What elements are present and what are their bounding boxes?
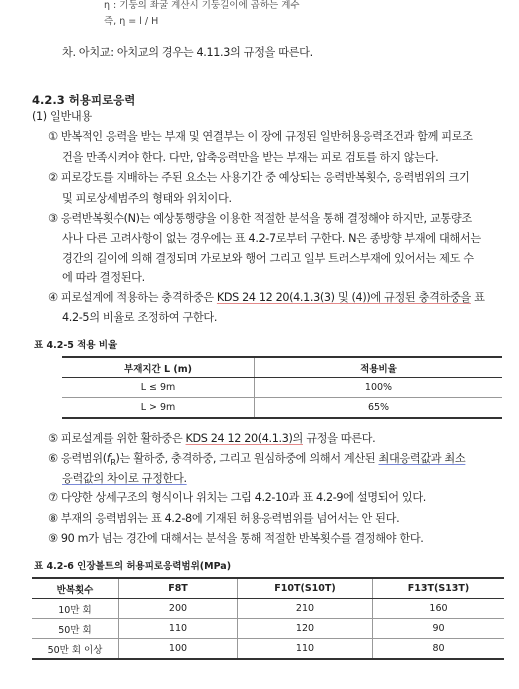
paragraph-1-line-2: 건을 만족시켜야 한다. 다만, 압축응력만을 받는 부재는 피로 검토를 하지 않는다.: [62, 151, 439, 164]
table-2-header-f13t: F13T(S13T): [373, 578, 505, 599]
paragraph-3-line-2: 사나 다른 고려사항이 없는 경우에는 표 4.2-7로부터 구한다. N은 종방향 부재에 대해서는: [62, 232, 481, 245]
stress-difference-term: 응력값의 차이로 규정한다.: [62, 472, 187, 485]
paragraph-4-line-2: 4.2-5의 비율로 조정하여 구한다.: [62, 311, 218, 324]
table-2-caption: 표 4.2-6 인장볼트의 허용피로응력범위(MPa): [34, 561, 232, 572]
table-1-header-ratio: 적용비율: [255, 357, 503, 378]
table-cell: L > 9m: [62, 398, 255, 419]
application-ratio-table: [62, 356, 502, 419]
paragraph-8: ⑧ 부재의 응력범위는 표 4.2-8에 기재된 허용응력범위를 넘어서는 안 된다.: [48, 512, 400, 525]
table-row: [62, 378, 502, 398]
table-cell: 10만 회: [32, 599, 119, 619]
table-2-header-cycles: 반복횟수: [32, 578, 119, 599]
table-cell: 110: [238, 639, 373, 660]
table-cell: 50만 회: [32, 619, 119, 639]
table-2-header-f10t: F10T(S10T): [238, 578, 373, 599]
table-row: [32, 619, 504, 639]
paragraph-6-line-2: [62, 469, 187, 488]
table-cell: 50만 회 이상: [32, 639, 119, 660]
paragraph-5: [48, 429, 375, 448]
paragraph-3-line-4: 에 따라 결정된다.: [62, 271, 145, 284]
item-arch-bridge: 차. 아치교: 아치교의 경우는 4.11.3의 규정을 따른다.: [62, 46, 313, 59]
table-cell: 210: [238, 599, 373, 619]
paragraph-9: ⑨ 90 m가 넘는 경간에 대해서는 분석을 통해 적절한 반복횟수를 결정해야 한다.: [48, 532, 424, 545]
paragraph-3-line-1: ③ 응력반복횟수(N)는 예상통행량을 이용한 적절한 분석을 통해 결정해야 하지만, 교통량조: [48, 212, 472, 225]
subsection-heading: (1) 일반내용: [32, 110, 92, 123]
paragraph-3-line-3: 경간의 길이에 의해 결정되며 가로보와 행어 그리고 일부 트러스부재에 있어서는 제도 수: [62, 252, 474, 265]
paragraph-4-line-1: [48, 288, 485, 307]
stress-range-subscript: R: [110, 458, 116, 468]
table-row: [32, 639, 504, 660]
table-cell: 65%: [255, 398, 503, 419]
table-row: [32, 599, 504, 619]
definition-eta-formula: 즉, η = l / H: [104, 16, 159, 27]
table-cell: 80: [373, 639, 505, 660]
table-cell: 160: [373, 599, 505, 619]
max-min-stress-term: 최대응력값과 최소: [378, 452, 466, 465]
paragraph-6-middle: )는 활하중, 충격하중, 그리고 원심하중에 의해서 계산된: [115, 452, 379, 465]
paragraph-4-prefix: ④ 피로설계에 적용하는 충격하중은: [48, 291, 217, 304]
paragraph-1-line-1: ① 반복적인 응력을 받는 부재 및 연결부는 이 장에 규정된 일반허용응력조건과 함께 피로조: [48, 130, 473, 143]
paragraph-6-prefix: ⑥ 응력범위(: [48, 452, 107, 465]
table-cell: L ≤ 9m: [62, 378, 255, 398]
table-cell: 100%: [255, 378, 503, 398]
kds-reference-impact-load: KDS 24 12 20(4.1.3(3) 및 (4))에 규정된 충격하중을: [216, 291, 471, 304]
table-cell: 120: [238, 619, 373, 639]
paragraph-2-line-1: ② 피로강도를 지배하는 주된 요소는 사용기간 중 예상되는 응력반복횟수, 응력범위의 크기: [48, 171, 470, 184]
bolt-fatigue-stress-table: [32, 577, 504, 660]
table-1-header-span: 부재지간 L (m): [62, 357, 255, 378]
table-2-header-f8t: F8T: [119, 578, 238, 599]
table-1-caption: 표 4.2-5 적용 비율: [34, 340, 118, 351]
table-cell: 110: [119, 619, 238, 639]
paragraph-2-line-2: 및 피로상세범주의 형태와 위치이다.: [62, 192, 232, 205]
section-heading: 4.2.3 허용피로응력: [32, 93, 136, 107]
paragraph-4-suffix: 표: [470, 291, 485, 304]
definition-eta: η : 기둥의 좌굴 계산시 기둥길이에 곱하는 계수: [104, 0, 300, 11]
table-cell: 200: [119, 599, 238, 619]
paragraph-5-suffix: 규정을 따른다.: [302, 432, 376, 445]
table-row: [62, 398, 502, 419]
table-cell: 100: [119, 639, 238, 660]
kds-reference-live-load: KDS 24 12 20(4.1.3)의: [185, 432, 303, 445]
stress-range-symbol: f: [106, 452, 111, 465]
paragraph-7: ⑦ 다양한 상세구조의 형식이나 위치는 그림 4.2-10과 표 4.2-9에 설명되어 있다.: [48, 491, 426, 504]
table-cell: 90: [373, 619, 505, 639]
paragraph-5-prefix: ⑤ 피로설계를 위한 활하중은: [48, 432, 186, 445]
